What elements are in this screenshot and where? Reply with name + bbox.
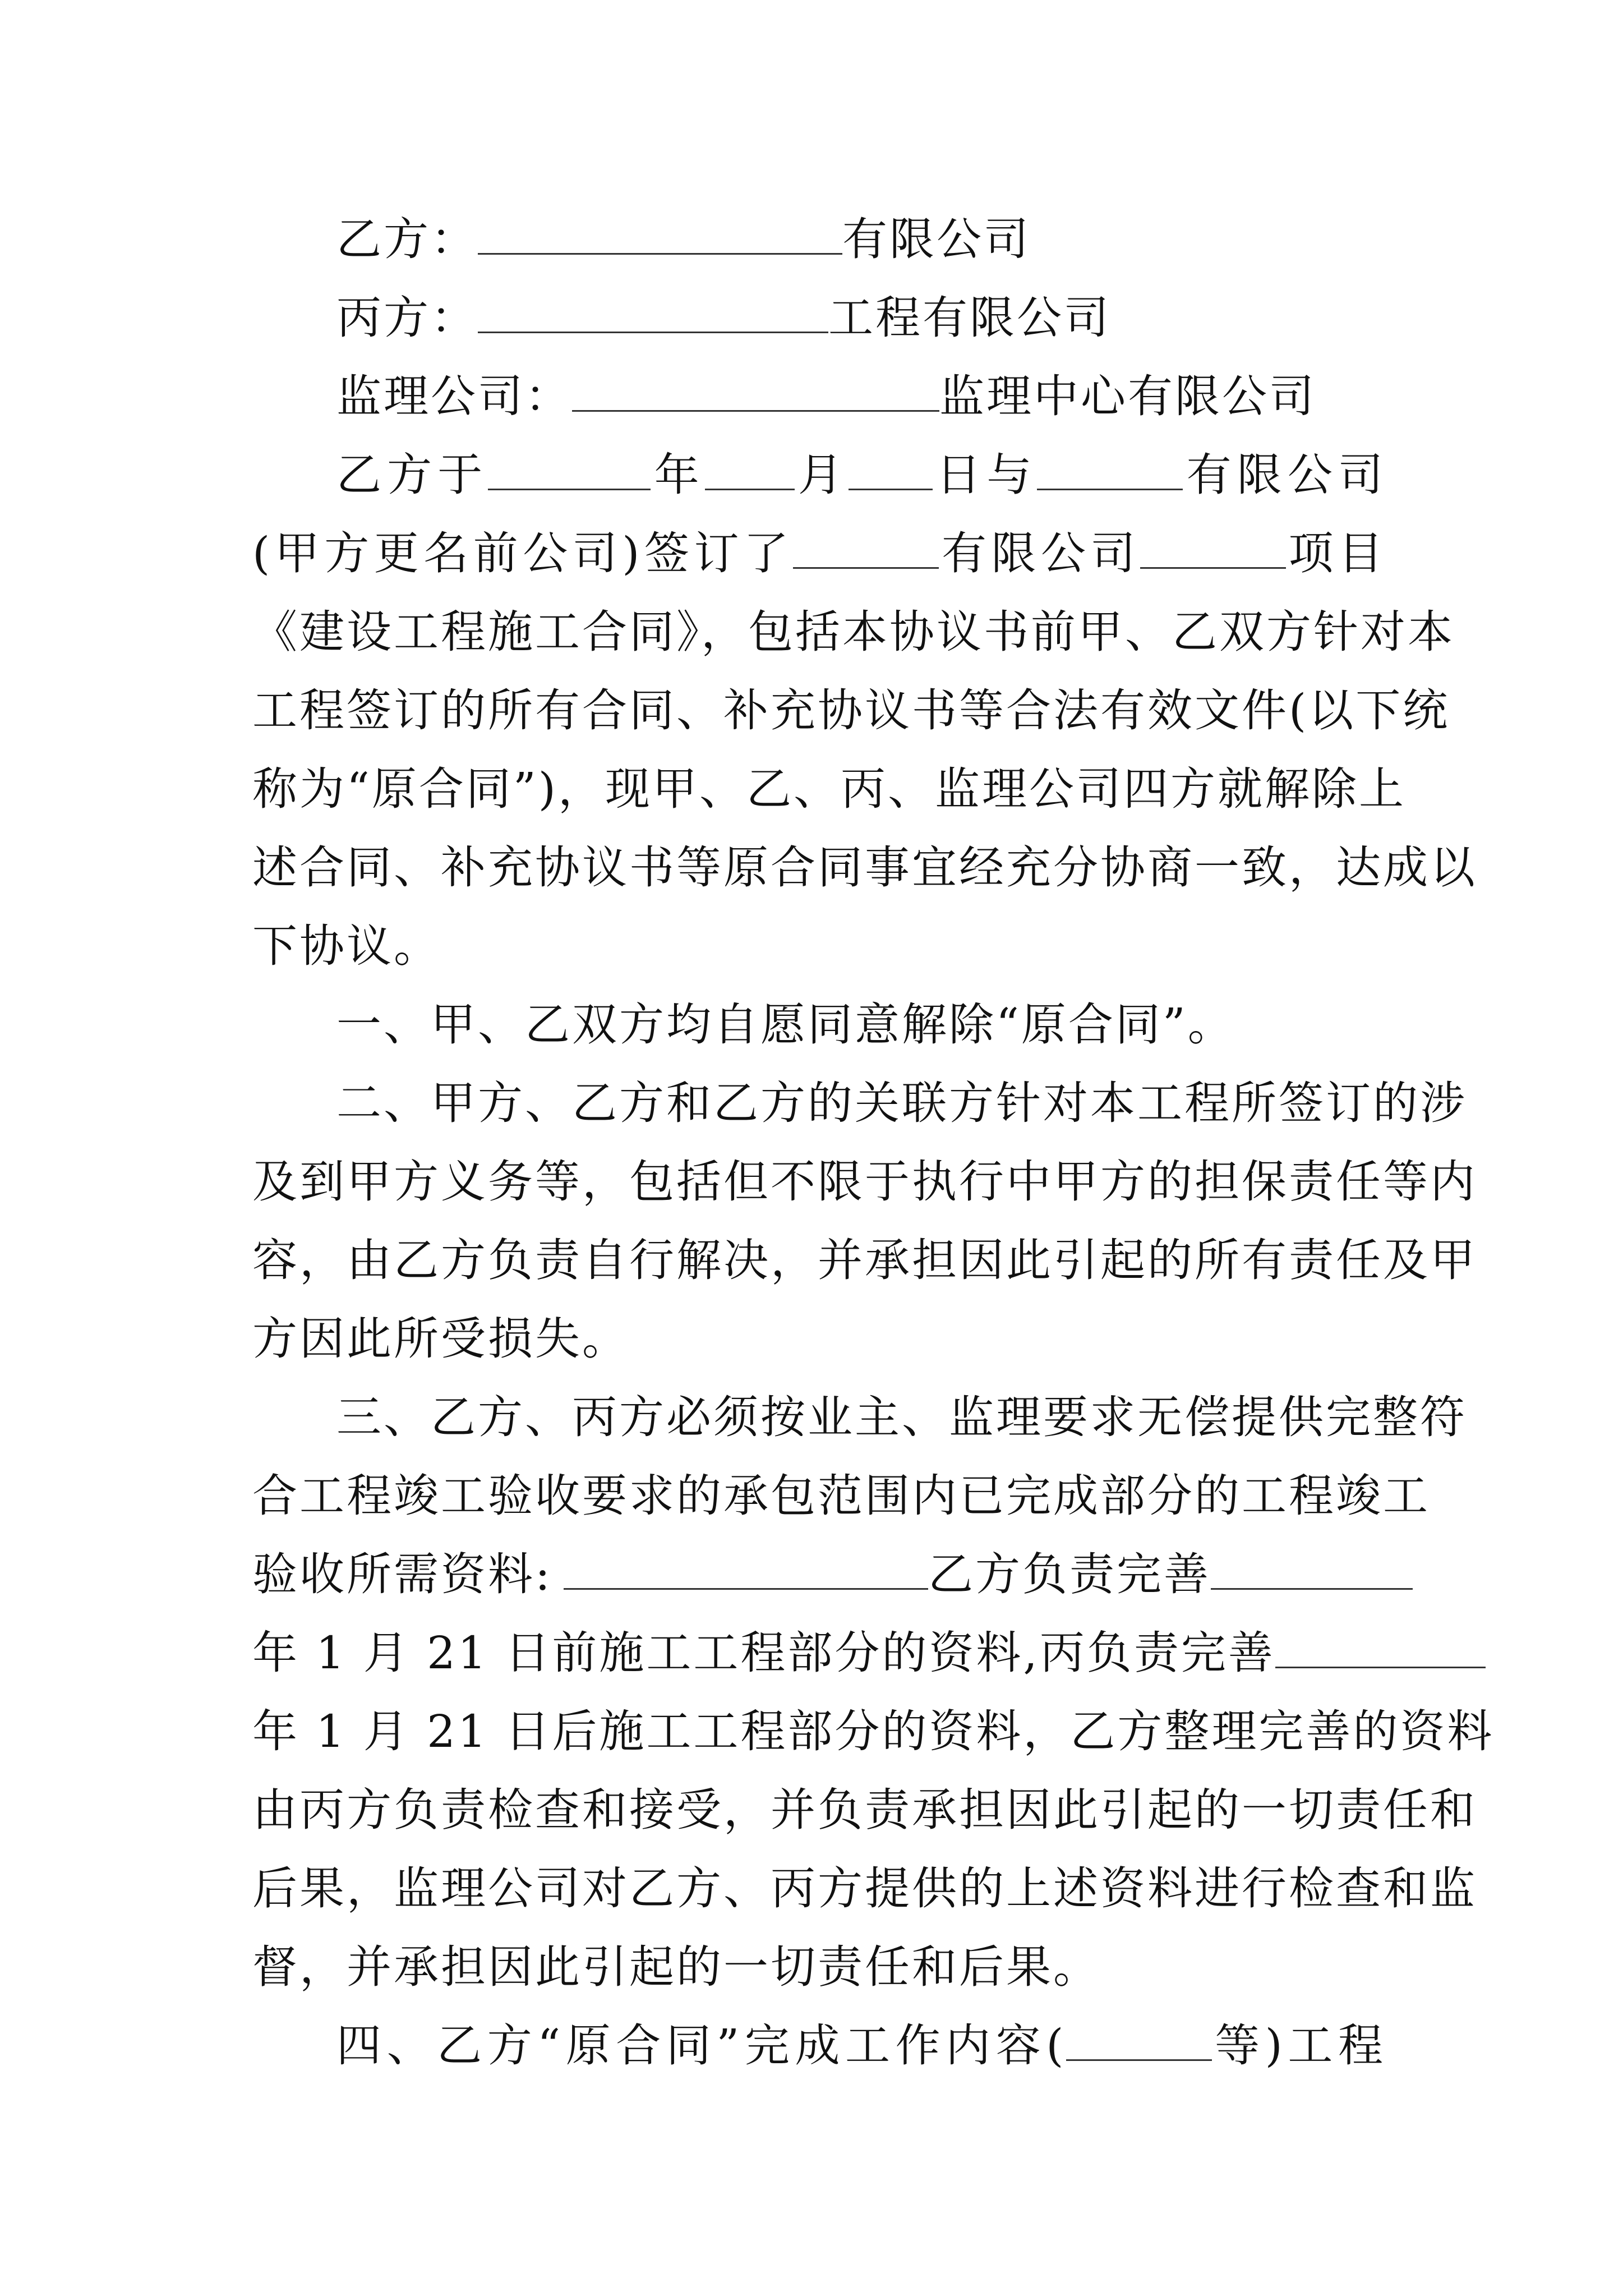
- fill-in-blank: [1211, 1547, 1413, 1590]
- party-c-line: [336, 287, 1111, 349]
- intro-line-5: 称为“原合同”)，现甲、乙、丙、监理公司四方就解除上: [252, 763, 1407, 815]
- clause-3-line-5: 年 1 月 21 日后施工工程部分的资料，乙方整理完善的资料: [252, 1705, 1495, 1757]
- intro-text: 有限公司: [939, 527, 1141, 579]
- clause-3-line-3: [252, 1544, 1385, 1605]
- clause-3-line-2: 合工程竣工验收要求的承包范围内已完成部分的工程竣工: [252, 1470, 1430, 1522]
- clause-text: 四、乙方“原合同”完成工作内容(: [336, 2019, 1066, 2072]
- fill-in-blank: [478, 211, 842, 255]
- fill-in-blank: [564, 1547, 928, 1590]
- clause-text: 验收所需资料:: [252, 1548, 552, 1600]
- clause-3-line-1: 三、乙方、丙方必须按业主、监理要求无偿提供完整符: [336, 1391, 1467, 1443]
- supervisor-line: [336, 366, 1316, 427]
- clause-3-line-4: [252, 1622, 1385, 1684]
- intro-line-2: [252, 523, 1385, 585]
- fill-in-blank: [478, 290, 828, 333]
- intro-line-6: 述合同、补充协议书等原合同事宜经充分协商一致，达成以: [252, 841, 1477, 894]
- clause-2-line-4: 方因此所受损失。: [252, 1313, 629, 1365]
- supervisor-label: 监理公司：: [336, 370, 572, 422]
- fill-in-blank: [1066, 2018, 1212, 2061]
- intro-text: 年: [651, 449, 705, 501]
- fill-in-blank: [572, 369, 939, 412]
- clause-4-line-1: [336, 2015, 1385, 2077]
- intro-text: 日与: [933, 449, 1038, 501]
- intro-text: (甲方更名前公司)签订了: [252, 527, 794, 579]
- intro-text: 月: [794, 449, 849, 501]
- party-b-suffix: 有限公司: [842, 213, 1031, 265]
- supervisor-suffix: 监理中心有限公司: [939, 370, 1316, 422]
- clause-3-line-8: 督，并承担因此引起的一切责任和后果。: [252, 1941, 1100, 1993]
- party-c-label: 丙方：: [336, 292, 478, 344]
- intro-line-7: 下协议。: [252, 920, 441, 972]
- party-c-suffix: 工程有限公司: [828, 292, 1111, 344]
- fill-in-blank: [849, 447, 933, 490]
- clause-2-line-2: 及到甲方义务等，包括但不限于执行中甲方的担保责任等内: [252, 1156, 1477, 1208]
- party-b-label: 乙方：: [336, 213, 478, 265]
- clause-2-line-3: 容，由乙方负责自行解决，并承担因此引起的所有责任及甲: [252, 1234, 1477, 1286]
- intro-text: 有限公司: [1183, 449, 1386, 501]
- fill-in-blank: [1037, 447, 1183, 490]
- clause-text: 等)工程: [1211, 2019, 1385, 2072]
- party-b-line: [336, 209, 1031, 270]
- intro-text: 乙方于: [336, 449, 488, 501]
- fill-in-blank: [705, 447, 795, 490]
- fill-in-blank: [1140, 526, 1286, 569]
- fill-in-blank: [488, 447, 651, 490]
- clause-text: 年 1 月 21 日前施工工程部分的资料,丙负责完善: [252, 1627, 1275, 1679]
- clause-text: 乙方负责完善: [928, 1548, 1211, 1600]
- clause-1-line-1: 一、甲、乙双方均自愿同意解除“原合同”。: [336, 999, 1235, 1051]
- clause-3-line-6: 由丙方负责检查和接受，并负责承担因此引起的一切责任和: [252, 1784, 1477, 1836]
- intro-line-1: [336, 444, 1385, 506]
- fill-in-blank: [1275, 1625, 1486, 1668]
- intro-line-4: 工程签订的所有合同、补充协议书等合法有效文件(以下统: [252, 684, 1450, 737]
- fill-in-blank: [793, 526, 939, 569]
- clause-2-line-1: 二、甲方、乙方和乙方的关联方针对本工程所签订的涉: [336, 1077, 1467, 1129]
- intro-text: 项目: [1286, 527, 1386, 579]
- clause-3-line-7: 后果，监理公司对乙方、丙方提供的上述资料进行检查和监: [252, 1862, 1477, 1915]
- intro-line-3: 《建设工程施工合同》，包括本协议书前甲、乙双方针对本: [252, 606, 1455, 658]
